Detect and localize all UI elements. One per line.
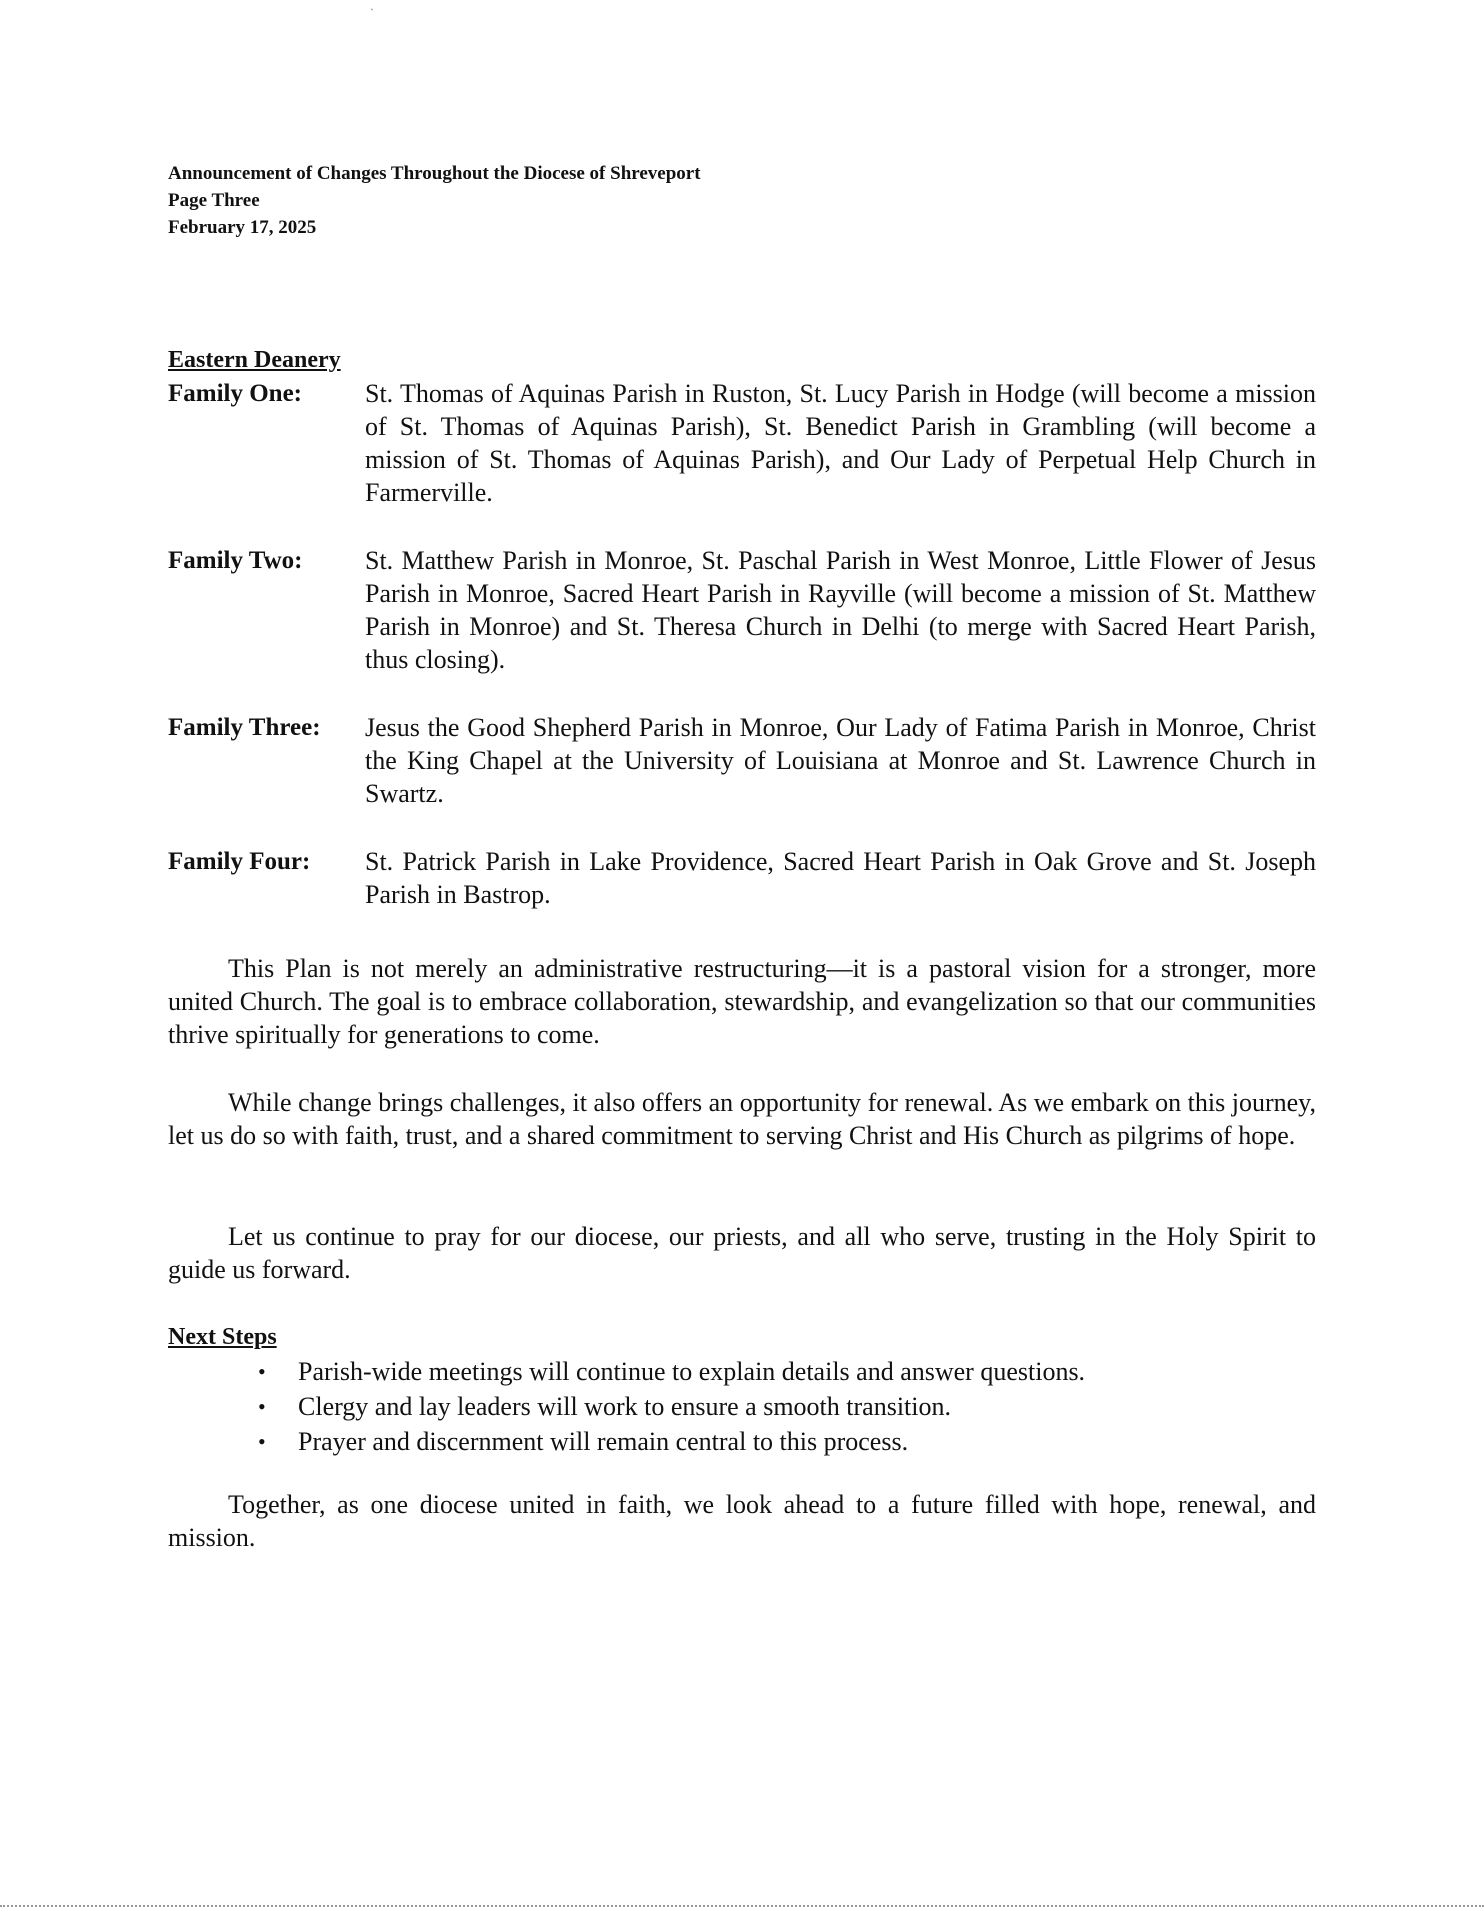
family-label: Family Two: [168,547,303,574]
header-date: February 17, 2025 [168,217,317,238]
list-item [252,1424,1085,1459]
paragraph-change-renewal: While change brings challenges, it also offers an opportunity for renewal. As we embark on this journey, let us do so with faith, trust, and a shared commitment to serving Christ and His Church as pilgrims of hope. [168,1088,1316,1150]
family-two [168,544,1316,676]
family-label: Family Four: [168,848,311,875]
family-label: Family Three: [168,714,321,741]
list-item [252,1389,1085,1424]
list-item-text: Prayer and discernment will remain central to this process. [298,1427,909,1456]
scan-artifact-mark: ` [370,6,374,20]
family-description: St. Patrick Parish in Lake Providence, Sacred Heart Parish in Oak Grove and St. Joseph Parish in Bastrop. [365,847,1316,909]
family-one [168,377,1316,509]
page-bottom-divider [0,1905,1484,1907]
family-description: St. Matthew Parish in Monroe, St. Paschal Parish in West Monroe, Little Flower of Jesus Parish in Monroe, Sacred Heart Parish in Rayville (will become a mission of St. Matthew Parish in Monroe) and St. Theresa Church in Delhi (to merge with Sacred Heart Parish, thus closing). [365,546,1316,674]
letter-header [168,160,701,241]
bullet-icon: • [258,1359,266,1384]
header-title: Announcement of Changes Throughout the Diocese of Shreveport [168,163,701,184]
list-item-text: Clergy and lay leaders will work to ensure a smooth transition. [298,1392,951,1421]
family-three [168,711,1316,810]
family-label: Family One: [168,380,303,407]
family-description: Jesus the Good Shepherd Parish in Monroe, Our Lady of Fatima Parish in Monroe, Christ the King Chapel at the University of Louisiana at Monroe and St. Lawrence Church in Swartz. [365,713,1316,808]
next-steps-list [252,1354,1085,1459]
paragraph-prayer: Let us continue to pray for our diocese, our priests, and all who serve, trusting in the Holy Spirit to guide us forward. [168,1222,1316,1284]
eastern-deanery-heading: Eastern Deanery [168,347,341,373]
list-item-text: Parish-wide meetings will continue to explain details and answer questions. [298,1357,1086,1386]
bullet-icon: • [258,1394,266,1419]
bullet-icon: • [258,1429,266,1454]
closing-paragraph: Together, as one diocese united in faith, we look ahead to a future filled with hope, renewal, and mission. [168,1490,1316,1552]
paragraph-plan-vision: This Plan is not merely an administrative restructuring—it is a pastoral vision for a stronger, more united Church. The goal is to embrace collaboration, stewardship, and evangelization so that our communities thrive spiritually for generations to come. [168,954,1316,1049]
family-four [168,845,1316,911]
family-description: St. Thomas of Aquinas Parish in Ruston, St. Lucy Parish in Hodge (will become a mission of St. Thomas of Aquinas Parish), St. Benedict Parish in Grambling (will become a mission of St. Thomas of Aquinas Parish), and Our Lady of Perpetual Help Church in Farmerville. [365,379,1316,507]
next-steps-heading: Next Steps [168,1324,277,1350]
header-page-number: Page Three [168,190,260,211]
list-item [252,1354,1085,1389]
